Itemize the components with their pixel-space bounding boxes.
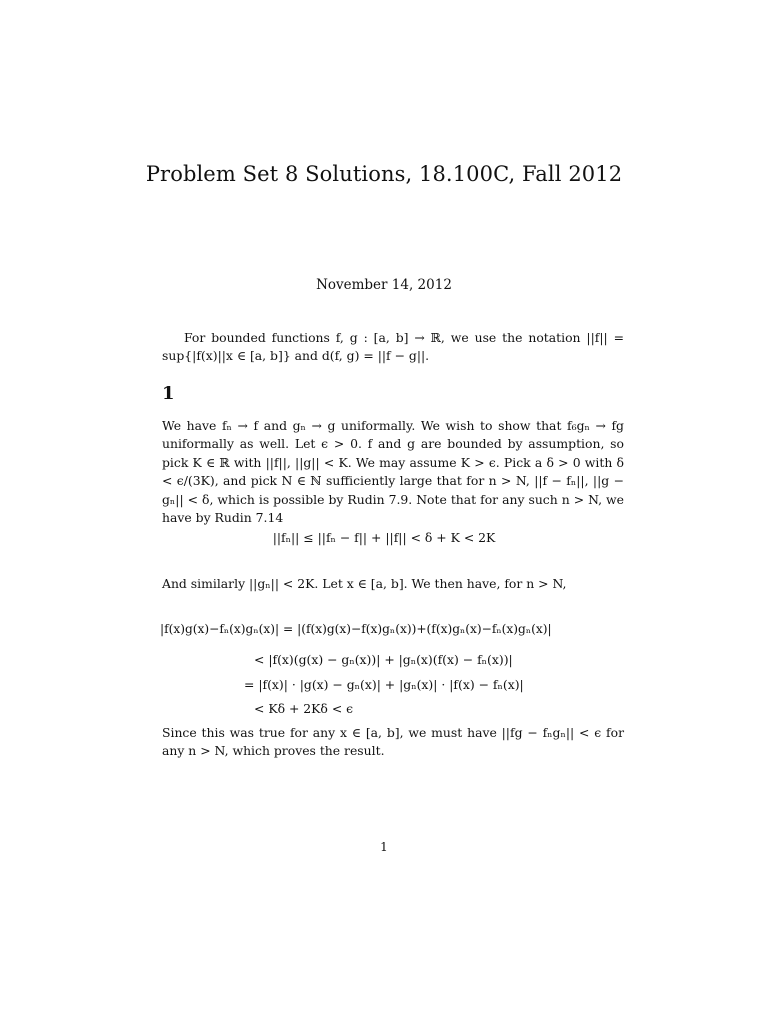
paragraph-1: We have fₙ → f and gₙ → g uniformally. We wish to show that f₆gₙ → fg uniformally as well. Let ϵ > 0. f and g are bounded by assumption, so pick K ∈ ℝ with ||f||, ||g|| < K. We may assume K > ϵ. Pick a δ > 0 with δ < ϵ/(3K), and pick N ∈ ℕ sufficiently large that for n > N, ||f − fₙ||, ||g − gₙ|| < δ, which is possible by Rudin 7.9. Note that for any such n > N, we have by Rudin 7.14: [162, 418, 624, 526]
equation-4: = |f(x)| · |g(x) − gₙ(x)| + |gₙ(x)| · |f(x) − fₙ(x)|: [244, 677, 524, 692]
equation-1: ||fₙ|| ≤ ||fₙ − f|| + ||f|| < δ + K < 2K: [272, 530, 496, 545]
section-heading: 1: [162, 383, 175, 404]
equation-2: |f(x)g(x)−fₙ(x)gₙ(x)| = |(f(x)g(x)−f(x)gₙ(x))+(f(x)gₙ(x)−fₙ(x)gₙ(x)|: [160, 622, 552, 636]
intro-paragraph: For bounded functions f, g : [a, b] → ℝ, we use the notation ||f|| = sup{|f(x)||x ∈ [a, b]} and d(f, g) = ||f − g||.: [162, 330, 624, 364]
page-number: 1: [380, 840, 388, 854]
equation-5: < Kδ + 2Kδ < ϵ: [254, 701, 354, 716]
equation-3: < |f(x)(g(x) − gₙ(x))| + |gₙ(x)(f(x) − fₙ(x))|: [254, 652, 513, 667]
document-title: Problem Set 8 Solutions, 18.100C, Fall 2012: [145, 162, 623, 186]
paragraph-3: Since this was true for any x ∈ [a, b], we must have ||fg − fₙgₙ|| < ϵ for any n > N, which proves the result.: [162, 725, 624, 759]
paragraph-2: And similarly ||gₙ|| < 2K. Let x ∈ [a, b]. We then have, for n > N,: [162, 576, 567, 591]
document-date: November 14, 2012: [316, 277, 452, 293]
